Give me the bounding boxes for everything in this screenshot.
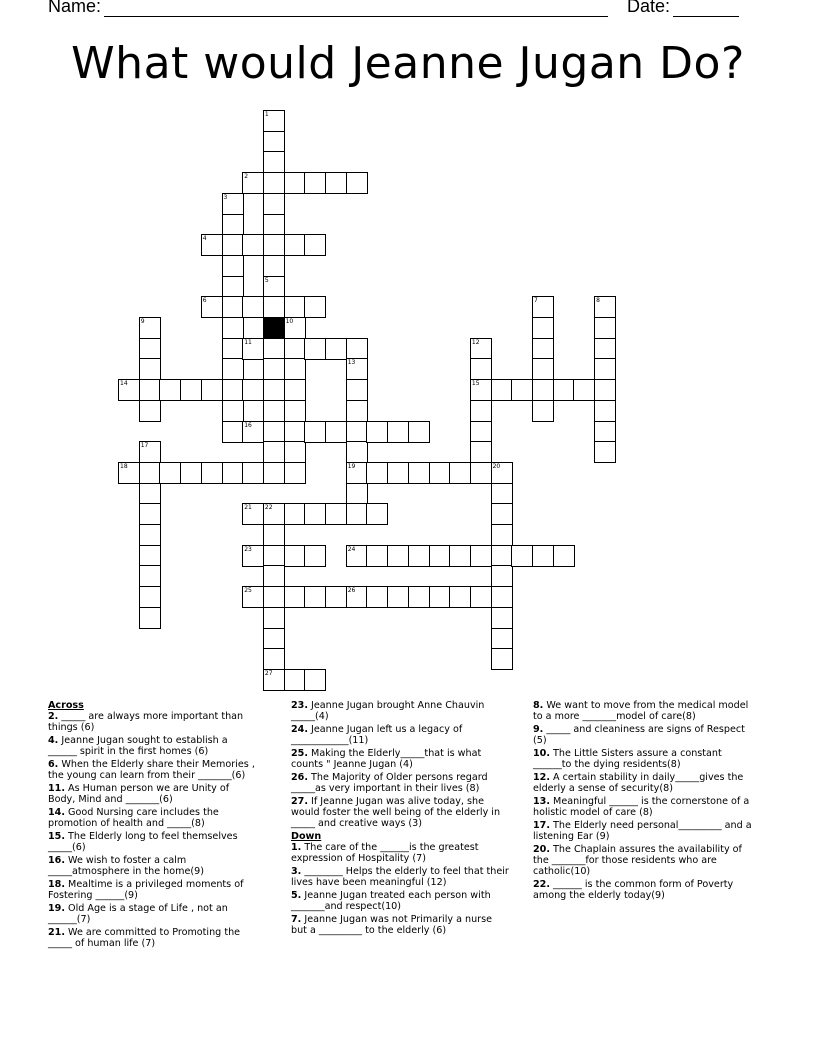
clue-item: [291, 700, 509, 722]
across-heading: Across: [48, 700, 84, 711]
grid-cell[interactable]: [594, 317, 616, 339]
grid-cell[interactable]: [491, 586, 513, 608]
grid-cell[interactable]: [511, 379, 533, 401]
grid-cell[interactable]: [284, 358, 306, 380]
grid-cell[interactable]: [263, 234, 285, 256]
grid-cell[interactable]: [470, 586, 492, 608]
clue-number: 1: [264, 111, 269, 118]
clue-item: [533, 820, 758, 842]
grid-cell[interactable]: [284, 172, 306, 194]
clue-item-text: As Human person we are Unity of Body, Mind and _______(6): [48, 783, 230, 805]
grid-cell[interactable]: [222, 255, 244, 277]
clue-item-text: The Elderly need personal_________ and a listening Ear (9): [533, 820, 752, 842]
grid-cell[interactable]: [346, 172, 368, 194]
clue-number: 8: [596, 297, 600, 305]
clue-number: 10: [285, 318, 294, 325]
grid-cell[interactable]: [304, 545, 326, 567]
grid-cell[interactable]: [325, 421, 347, 443]
grid-cell[interactable]: [242, 234, 264, 256]
clue-item-number: 13.: [533, 796, 550, 807]
grid-cell[interactable]: [139, 338, 161, 360]
grid-cell[interactable]: [242, 462, 264, 484]
grid-cell[interactable]: [263, 193, 285, 215]
clue-item: [48, 855, 258, 877]
clue-number: 25: [244, 587, 252, 595]
grid-cell[interactable]: [263, 607, 285, 629]
clue-item-text: ______ is the common form of Poverty among the elderly today(9): [533, 879, 734, 901]
grid-cell[interactable]: [242, 379, 264, 401]
grid-cell[interactable]: [284, 234, 306, 256]
grid-cell[interactable]: [263, 462, 285, 484]
grid-cell[interactable]: [408, 462, 430, 484]
grid-cell[interactable]: [263, 172, 285, 194]
grid-cell[interactable]: [366, 421, 388, 443]
grid-cell[interactable]: [491, 483, 513, 505]
grid-cell[interactable]: [263, 565, 285, 587]
clue-number: 11: [244, 338, 252, 346]
grid-cell[interactable]: [242, 338, 264, 360]
grid-cell[interactable]: [491, 379, 513, 401]
grid-cell[interactable]: [118, 379, 140, 401]
grid-cell[interactable]: [387, 421, 409, 443]
clue-item-text: _____ are always more important than things (6): [48, 711, 244, 733]
clue-number: 12: [471, 338, 480, 346]
grid-cell[interactable]: [180, 379, 202, 401]
clue-item-number: 3.: [291, 866, 302, 877]
grid-cell[interactable]: [284, 296, 306, 318]
clue-item-number: 22.: [533, 879, 550, 890]
grid-cell[interactable]: [594, 338, 616, 360]
grid-cell[interactable]: [511, 545, 533, 567]
clue-item-number: 23.: [291, 700, 308, 711]
clue-item-text: A certain stability in daily_____gives the elderly a sense of security(8): [533, 772, 744, 794]
grid-cell[interactable]: [284, 462, 306, 484]
grid-cell[interactable]: [222, 421, 244, 443]
grid-cell[interactable]: [139, 503, 161, 525]
grid-cell[interactable]: [325, 586, 347, 608]
grid-cell[interactable]: [263, 358, 285, 380]
grid-cell[interactable]: [159, 379, 181, 401]
clue-item-number: 1.: [291, 842, 302, 853]
grid-cell[interactable]: [449, 545, 471, 567]
grid-cell[interactable]: [263, 110, 285, 132]
clue-number: 6: [202, 297, 207, 305]
grid-cell[interactable]: [491, 607, 513, 629]
grid-cell[interactable]: [242, 545, 264, 567]
clue-item: [533, 748, 758, 770]
grid-cell[interactable]: [139, 524, 161, 546]
grid-cell[interactable]: [180, 462, 202, 484]
clue-item-number: 5.: [291, 890, 302, 901]
grid-cell[interactable]: [201, 234, 223, 256]
clue-item: [291, 772, 509, 794]
grid-cell[interactable]: [387, 586, 409, 608]
grid-cell[interactable]: [263, 214, 285, 236]
grid-cell[interactable]: [532, 379, 554, 401]
grid-cell[interactable]: [346, 338, 368, 360]
name-label: Name:: [48, 0, 102, 16]
grid-cell[interactable]: [449, 462, 471, 484]
clue-item-text: Making the Elderly_____that is what counts " Jeanne Jugan (4): [291, 748, 482, 770]
grid-cell[interactable]: [263, 338, 285, 360]
clue-item: [533, 724, 758, 746]
clue-number: 21: [244, 504, 252, 512]
grid-cell[interactable]: [470, 379, 492, 401]
clue-item-number: 2.: [48, 711, 59, 722]
grid-cell[interactable]: [284, 379, 306, 401]
clue-item-text: Jeanne Jugan sought to establish a ______ spirit in the first homes (6): [48, 735, 228, 757]
clue-item-number: 12.: [533, 772, 550, 783]
clue-item: [291, 748, 509, 770]
clue-number: 2: [244, 173, 249, 181]
grid-cell[interactable]: [304, 669, 326, 691]
grid-cell[interactable]: [366, 462, 388, 484]
clue-item: [533, 879, 758, 901]
grid-cell[interactable]: [222, 379, 244, 401]
clue-item-number: 10.: [533, 748, 550, 759]
grid-cell[interactable]: [532, 296, 554, 318]
grid-cell[interactable]: [304, 503, 326, 525]
grid-cell[interactable]: [346, 545, 368, 567]
grid-cell[interactable]: [242, 421, 264, 443]
clue-item: [48, 759, 258, 781]
grid-cell[interactable]: [594, 441, 616, 463]
grid-cell[interactable]: [491, 648, 513, 670]
grid-cell[interactable]: [304, 586, 326, 608]
grid-cell[interactable]: [242, 503, 264, 525]
clue-item-text: When the Elderly share their Memories , the young can learn from their _______(6): [48, 759, 255, 781]
grid-cell[interactable]: [532, 545, 554, 567]
clue-number: 24: [347, 545, 356, 553]
grid-cell[interactable]: [139, 400, 161, 422]
clue-item: [48, 879, 258, 901]
grid-cell[interactable]: [263, 131, 285, 153]
grid-cell[interactable]: [222, 234, 244, 256]
grid-cell[interactable]: [222, 400, 244, 422]
grid-cell[interactable]: [242, 296, 264, 318]
grid-cell[interactable]: [408, 545, 430, 567]
grid-cell[interactable]: [470, 358, 492, 380]
grid-cell[interactable]: [222, 462, 244, 484]
grid-cell[interactable]: [242, 586, 264, 608]
grid-cell[interactable]: [139, 607, 161, 629]
grid-cell[interactable]: [491, 503, 513, 525]
grid-cell[interactable]: [346, 358, 368, 380]
grid-cell[interactable]: [263, 648, 285, 670]
clue-number: 16: [244, 421, 252, 429]
clue-number: 14: [120, 380, 128, 388]
clue-item-text: The Little Sisters assure a constant ______to the dying residents(8): [533, 748, 722, 770]
clue-item-text: The Chaplain assures the availability of the _______for those residents who are catholic(10): [533, 844, 742, 877]
grid-cell[interactable]: [263, 276, 285, 298]
clue-item-text: We are committed to Promoting the _____ of human life (7): [48, 927, 241, 949]
grid-cell[interactable]: [222, 296, 244, 318]
clue-item-number: 20.: [533, 844, 550, 855]
grid-cell[interactable]: [346, 400, 368, 422]
clue-number: 20: [492, 462, 501, 470]
clue-item: [533, 796, 758, 818]
page-title: What would Jeanne Jugan Do?: [71, 38, 745, 89]
grid-cell[interactable]: [346, 503, 368, 525]
grid-cell[interactable]: [139, 565, 161, 587]
grid-cell[interactable]: [325, 338, 347, 360]
grid-cell[interactable]: [470, 462, 492, 484]
clue-item-number: 18.: [48, 879, 65, 890]
grid-cell[interactable]: [159, 462, 181, 484]
grid-cell[interactable]: [139, 358, 161, 380]
grid-cell[interactable]: [222, 193, 244, 215]
grid-cell[interactable]: [470, 400, 492, 422]
grid-cell[interactable]: [263, 255, 285, 277]
grid-cell[interactable]: [263, 151, 285, 173]
grid-cell[interactable]: [325, 172, 347, 194]
grid-cell[interactable]: [284, 421, 306, 443]
grid-cell[interactable]: [284, 400, 306, 422]
clue-item-number: 27.: [291, 796, 308, 807]
grid-cell[interactable]: [594, 421, 616, 443]
date-label: Date:: [627, 0, 671, 16]
grid-cell[interactable]: [139, 586, 161, 608]
clue-item-text: Jeanne Jugan treated each person with _______and respect(10): [291, 890, 491, 912]
clue-item: [48, 783, 258, 805]
grid-cell[interactable]: [491, 462, 513, 484]
clue-item-number: 26.: [291, 772, 308, 783]
clue-item-number: 14.: [48, 807, 65, 818]
grid-cell[interactable]: [118, 462, 140, 484]
grid-cell[interactable]: [470, 338, 492, 360]
grid-cell[interactable]: [594, 379, 616, 401]
grid-cell[interactable]: [346, 462, 368, 484]
clue-item-number: 25.: [291, 748, 308, 759]
grid-cell[interactable]: [263, 628, 285, 650]
grid-cell[interactable]: [346, 379, 368, 401]
grid-cell[interactable]: [532, 358, 554, 380]
clue-item-text: Jeanne Jugan left us a legacy of ____________(11): [291, 724, 463, 746]
clue-item: [291, 914, 509, 936]
grid-cell[interactable]: [408, 421, 430, 443]
grid-cell[interactable]: [304, 296, 326, 318]
grid-cell[interactable]: [284, 317, 306, 339]
grid-cell[interactable]: [263, 400, 285, 422]
grid-cell[interactable]: [222, 214, 244, 236]
clue-item: [48, 807, 258, 829]
grid-cell[interactable]: [139, 317, 161, 339]
grid-cell[interactable]: [263, 421, 285, 443]
grid-cell[interactable]: [304, 338, 326, 360]
grid-cell[interactable]: [284, 503, 306, 525]
clues-column-1: [48, 700, 258, 951]
clue-number: 26: [347, 587, 356, 595]
grid-cell[interactable]: [491, 545, 513, 567]
grid-cell[interactable]: [201, 379, 223, 401]
grid-cell[interactable]: [532, 400, 554, 422]
grid-cell[interactable]: [222, 317, 244, 339]
clue-item-text: We wish to foster a calm _____atmosphere in the home(9): [48, 855, 204, 877]
grid-cell[interactable]: [263, 545, 285, 567]
grid-cell[interactable]: [139, 483, 161, 505]
clue-item-text: Old Age is a stage of Life , not an ______(7): [48, 903, 228, 925]
grid-cell[interactable]: [242, 172, 264, 194]
grid-cell[interactable]: [263, 296, 285, 318]
clue-number: 17: [140, 442, 149, 450]
grid-cell[interactable]: [139, 545, 161, 567]
grid-cell[interactable]: [553, 545, 575, 567]
grid-cell[interactable]: [263, 441, 285, 463]
grid-cell[interactable]: [429, 545, 451, 567]
clue-item-number: 24.: [291, 724, 308, 735]
grid-cell[interactable]: [139, 379, 161, 401]
grid-cell[interactable]: [284, 586, 306, 608]
grid-cell[interactable]: [366, 545, 388, 567]
grid-cell[interactable]: [263, 379, 285, 401]
clue-number: 9: [140, 318, 145, 325]
grid-cell[interactable]: [201, 462, 223, 484]
clues-column-3: [533, 700, 758, 903]
grid-cell[interactable]: [594, 358, 616, 380]
clue-item: [48, 927, 258, 949]
grid-cell[interactable]: [201, 296, 223, 318]
clue-item-text: Jeanne Jugan was not Primarily a nurse but a _________ to the elderly (6): [291, 914, 493, 936]
grid-cell[interactable]: [139, 441, 161, 463]
clues-column-2: [291, 700, 509, 938]
clue-number: 22: [264, 504, 273, 512]
grid-block: [263, 317, 285, 339]
clue-item-number: 17.: [533, 820, 550, 831]
grid-cell[interactable]: [304, 421, 326, 443]
grid-cell[interactable]: [573, 379, 595, 401]
grid-cell[interactable]: [366, 586, 388, 608]
grid-cell[interactable]: [532, 338, 554, 360]
grid-cell[interactable]: [346, 586, 368, 608]
grid-cell[interactable]: [491, 565, 513, 587]
clue-item-text: The Majority of Older persons regard _____as very important in their lives (8): [291, 772, 488, 794]
clue-item-text: If Jeanne Jugan was alive today, she would foster the well being of the elderly in _____ and creative ways (3): [291, 796, 501, 829]
clue-number: 15: [471, 380, 480, 388]
grid-cell[interactable]: [346, 421, 368, 443]
grid-cell[interactable]: [284, 441, 306, 463]
grid-cell[interactable]: [429, 462, 451, 484]
clue-item-number: 19.: [48, 903, 65, 914]
clue-item-number: 7.: [291, 914, 302, 925]
grid-cell[interactable]: [491, 628, 513, 650]
clue-item-text: The care of the ______is the greatest expression of Hospitality (7): [291, 842, 479, 864]
grid-cell[interactable]: [449, 586, 471, 608]
grid-cell[interactable]: [408, 586, 430, 608]
grid-cell[interactable]: [470, 441, 492, 463]
grid-cell[interactable]: [491, 524, 513, 546]
clue-item-text: Mealtime is a privileged moments of Fostering ______(9): [48, 879, 244, 901]
clue-item-text: ________ Helps the elderly to feel that their lives have been meaningful (12): [291, 866, 509, 888]
grid-cell[interactable]: [594, 296, 616, 318]
clue-item: [533, 772, 758, 794]
clue-item: [48, 735, 258, 757]
clue-item: [48, 711, 258, 733]
grid-cell[interactable]: [304, 172, 326, 194]
clue-number: 3: [223, 193, 228, 201]
clue-number: 27: [264, 669, 273, 677]
clue-number: 5: [264, 276, 269, 284]
clue-item: [533, 700, 758, 722]
grid-cell[interactable]: [284, 338, 306, 360]
clue-item-text: _____ and cleaniness are signs of Respect (5): [533, 724, 745, 746]
grid-cell[interactable]: [325, 503, 347, 525]
clue-number: 23: [244, 545, 252, 553]
clue-number: 7: [534, 297, 538, 305]
clue-number: 19: [347, 462, 356, 470]
clue-number: 13: [347, 359, 356, 367]
clue-number: 18: [120, 462, 128, 470]
clue-item-number: 8.: [533, 700, 544, 711]
grid-cell[interactable]: [429, 586, 451, 608]
clue-item: [48, 903, 258, 925]
grid-cell[interactable]: [470, 545, 492, 567]
clue-item-number: 21.: [48, 927, 65, 938]
clue-item-number: 9.: [533, 724, 544, 735]
grid-cell[interactable]: [553, 379, 575, 401]
clue-item: [291, 796, 509, 829]
grid-cell[interactable]: [366, 503, 388, 525]
clue-item-number: 16.: [48, 855, 65, 866]
clue-item-number: 11.: [48, 783, 65, 794]
grid-cell[interactable]: [222, 358, 244, 380]
clue-item: [291, 724, 509, 746]
grid-cell[interactable]: [263, 524, 285, 546]
grid-cell[interactable]: [346, 441, 368, 463]
grid-cell[interactable]: [470, 421, 492, 443]
grid-cell[interactable]: [222, 338, 244, 360]
grid-cell[interactable]: [387, 545, 409, 567]
grid-cell[interactable]: [387, 462, 409, 484]
clue-item-text: The Elderly long to feel themselves _____(6): [48, 831, 238, 853]
grid-cell[interactable]: [263, 503, 285, 525]
clue-item-number: 4.: [48, 735, 59, 746]
clue-item-number: 6.: [48, 759, 59, 770]
grid-cell[interactable]: [139, 462, 161, 484]
grid-cell[interactable]: [346, 483, 368, 505]
grid-cell[interactable]: [304, 234, 326, 256]
grid-cell[interactable]: [263, 669, 285, 691]
grid-cell[interactable]: [222, 276, 244, 298]
grid-cell[interactable]: [532, 317, 554, 339]
clue-item-text: Meaningful ______ is the cornerstone of a holistic model of care (8): [533, 796, 750, 818]
clue-item: [48, 831, 258, 853]
down-heading: Down: [291, 831, 322, 842]
grid-cell[interactable]: [284, 545, 306, 567]
clue-item-text: Jeanne Jugan brought Anne Chauvin _____(4): [291, 700, 485, 722]
grid-cell[interactable]: [284, 669, 306, 691]
clue-item: [291, 890, 509, 912]
clue-item: [533, 844, 758, 877]
clue-item-text: Good Nursing care includes the promotion of health and _____(8): [48, 807, 219, 829]
clue-item: [291, 866, 509, 888]
clue-item-number: 15.: [48, 831, 65, 842]
grid-cell[interactable]: [263, 586, 285, 608]
clue-item-text: We want to move from the medical model to a more _______model of care(8): [533, 700, 749, 722]
grid-cell[interactable]: [594, 400, 616, 422]
clue-item: [291, 842, 509, 864]
clue-number: 4: [202, 235, 207, 243]
